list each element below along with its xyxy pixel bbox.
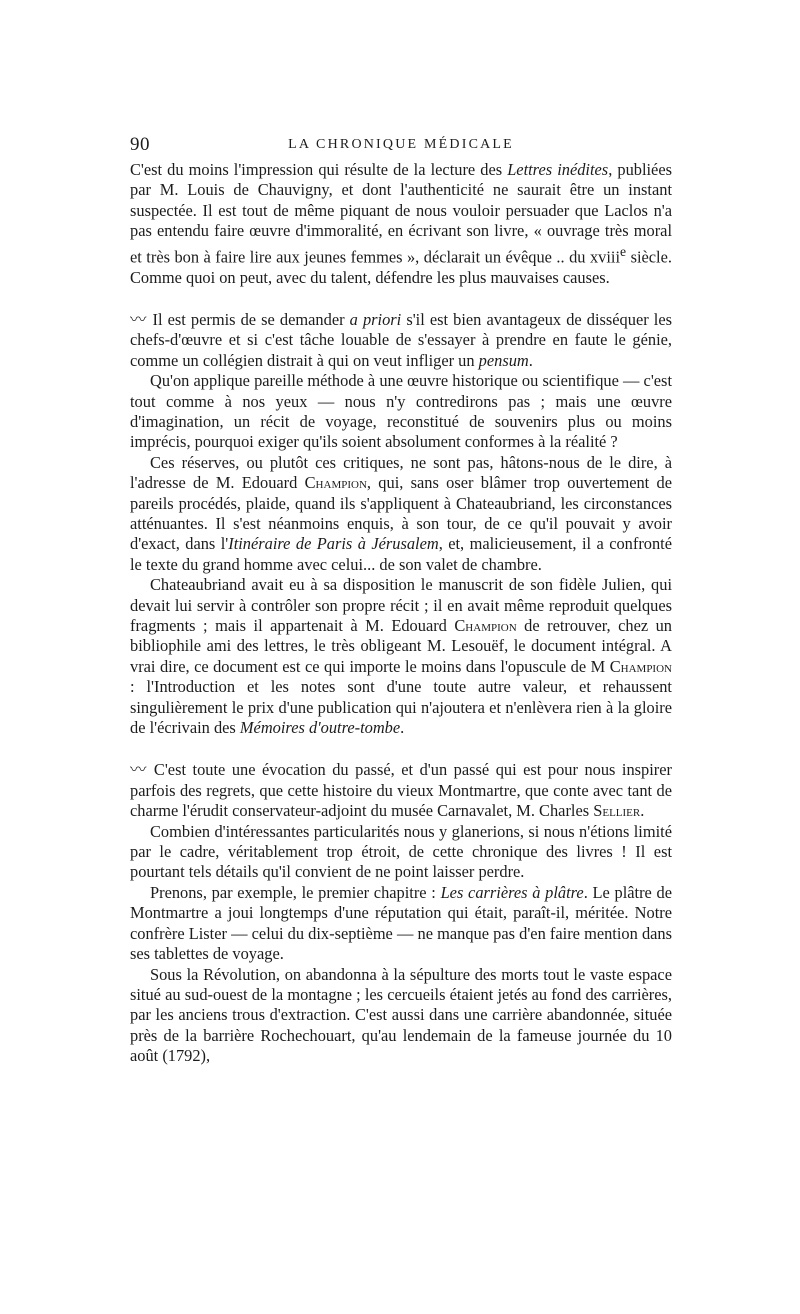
running-head: LA CHRONIQUE MÉDICALE (288, 137, 514, 152)
page-header (130, 134, 672, 158)
italic-text: Itinéraire de Paris à Jérusalem (228, 534, 439, 554)
text-run: s'il est bien avantageux de disséquer les chefs-d'œuvre et si c'est tâche louable de s'essayer à prendre en faute le génie, comme un collégien distrait à qui on veut infliger un (130, 309, 672, 370)
text-run: , et, malicieusement, il a confronté le texte du grand homme avec celui... de son valet de chambre. (130, 534, 672, 574)
paragraph (130, 965, 672, 1067)
text-run: Chateaubriand avait eu à sa disposition le manuscrit de son fidèle Julien, qui devait lui servir à contrôler son propre récit ; il en avait même reproduit quelques fragments ; mais il appartenait à M. Edouard (130, 575, 672, 635)
text-run: Ces réserves, ou plutôt ces critiques, ne sont pas, hâtons-nous de le dire, à l'adresse de M. Edouard (130, 452, 672, 493)
text-run: Prenons, par exemple, le premier chapitre : (150, 882, 441, 902)
text-run: . (528, 350, 533, 370)
text-run: Qu'on applique pareille méthode à une œuvre historique ou scientifique — c'est tout comme à nos yeux — nous n'y contredirons pas ; mais une œuvre d'imagination, un récit de voyage, reconstitué de souvenirs plus ou moins imprécis, pourquoi exiger qu'ils soient absolument conformes à la réalité ? (130, 371, 672, 452)
section-separator (130, 738, 672, 760)
paragraph (130, 453, 672, 575)
section-separator (130, 288, 672, 310)
italic-text: Mémoires d'outre-tombe (239, 718, 401, 738)
text-run: C'est toute une évocation du passé, et d'un passé qui est pour nous inspirer parfois des regrets, que cette histoire du vieux Montmartre, que conte avec tant de charme l'érudit conservateur-adjoint du musée Carnavalet, M. Charles (130, 760, 672, 821)
small-caps-name: Champion (454, 616, 517, 635)
section-wave-mark: 〰 (130, 760, 146, 780)
text-run: . (400, 718, 405, 738)
text-run: C'est du moins l'impression qui résulte de la lecture des (130, 160, 508, 179)
italic-text: pensum (478, 350, 529, 370)
paragraph (130, 371, 672, 453)
paragraph (130, 310, 672, 371)
paragraph (130, 575, 672, 738)
paragraph (130, 822, 672, 883)
italic-text: Les carrières à plâtre (440, 882, 584, 902)
paragraph (130, 883, 672, 965)
small-caps-name: Sellier (593, 801, 641, 821)
body-text (130, 160, 672, 1067)
italic-text: Lettres inédites (507, 160, 609, 179)
small-caps-name: Champion (304, 473, 367, 493)
text-run: : l'Introduction et les notes sont d'une toute autre valeur, et rehaussent singulièrement le prix d'une publication qui n'ajoutera et n'enlèvera rien à la gloire de l'écrivain des (130, 677, 672, 738)
page-number: 90 (130, 134, 150, 155)
text-run: . Le plâtre de Montmartre a joui longtemps d'une réputation qui était, paraît-il, méritée. Notre confrère Lister — celui du dix-septième — ne manque pas d'en faire mention dans ses tablettes de voyage. (130, 882, 672, 964)
text-run: siècle. Comme quoi on peut, avec du talent, défendre les plus mauvaises causes. (130, 247, 672, 287)
text-run: Combien d'intéressantes particularités nous y glanerions, si nous n'étions limité par le cadre, véritablement trop étroit, de cette chronique des livres ! Il est pourtant tels détails qu'il convient de ne point laisser perdre. (130, 821, 672, 882)
small-caps-name: Champion (609, 656, 672, 676)
italic-text: a priori (349, 309, 402, 329)
paragraph (130, 760, 672, 821)
text-run: , publiées par M. Louis de Chauvigny, et dont l'authenticité ne saurait être un instant suspectée. Il est tout de même piquant de nous vouloir persuader que Laclos n'a pas entendu faire œuvre d'immoralité, en écrivant son livre, « ouvrage très moral et très bon à faire lire aux jeunes femmes », déclarait un évêque .. du xviii (130, 160, 672, 267)
section-wave-mark: 〰 (130, 309, 146, 329)
text-run: . (640, 801, 645, 821)
text-run: Sous la Révolution, on abandonna à la sépulture des morts tout le vaste espace situé au sud-ouest de la montagne ; les cercueils étaient jetés au fond des carrières, par les anciens trous d'extraction. C'est aussi dans une carrière abandonnée, située près de la barrière Rochechouart, qu'au lendemain de la fameuse journée du 10 août (1792), (130, 964, 672, 1066)
text-run: Il est permis de se demander (147, 309, 350, 329)
paragraph (130, 160, 672, 288)
text-run: de retrouver, chez un bibliophile ami des lettres, le très obligeant M. Lesouëf, le document intégral. A vrai dire, ce document est ce qui importe le moins dans l'opuscule de M (130, 616, 673, 676)
text-run: , qui, sans oser blâmer trop ouvertement de pareils procédés, plaide, quand ils s'appliquent à Chateaubriand, les circonstances atténuantes. Il s'est néanmoins enquis, à son tour, de ce qu'il pouvait y avoir d'exact, dans l' (130, 473, 672, 554)
superscript: e (620, 243, 627, 259)
